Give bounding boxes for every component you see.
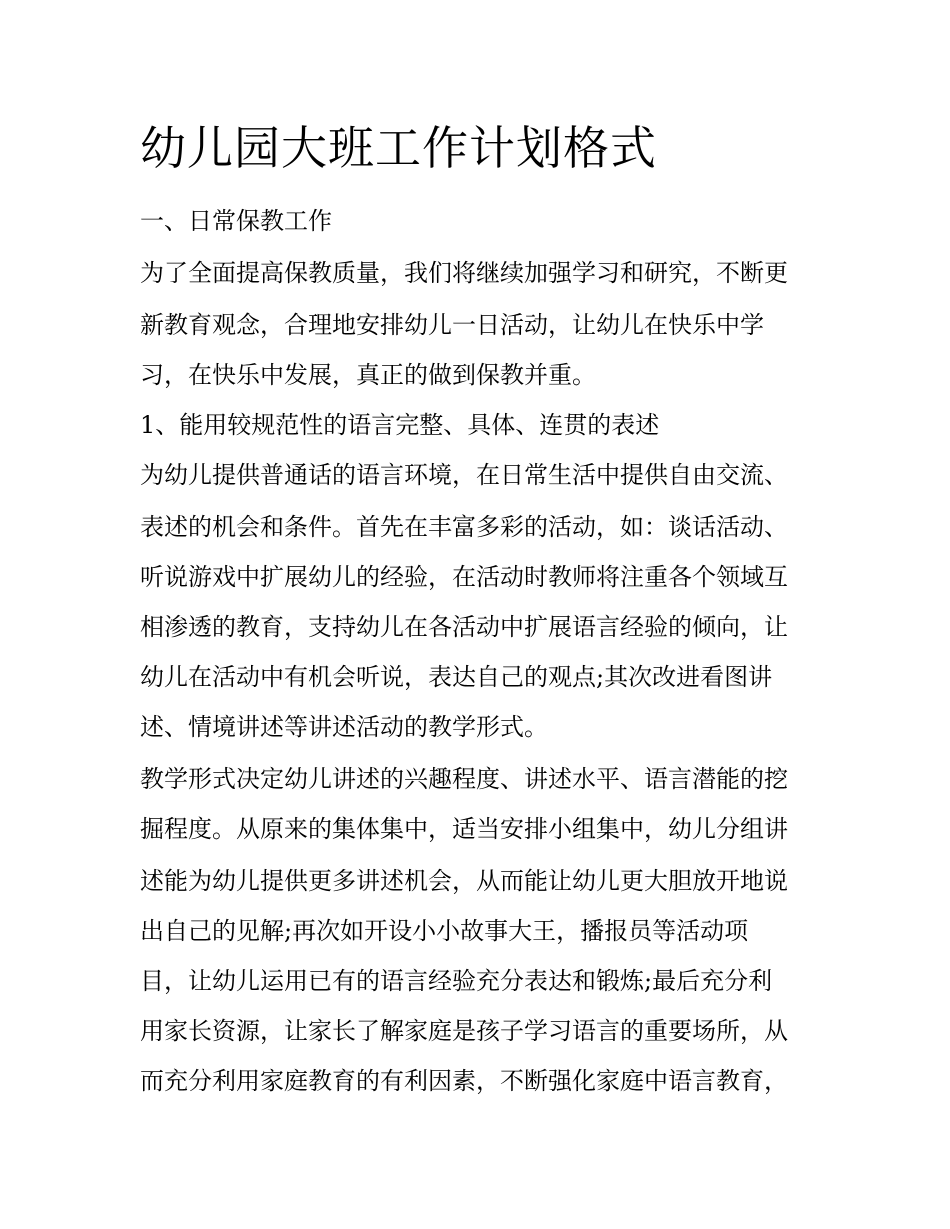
paragraph-line: 表述的机会和条件。首先在丰富多彩的活动，如：谈话活动、: [140, 513, 788, 541]
paragraph-line: 教学形式决定幼儿讲述的兴趣程度、讲述水平、语言潜能的挖: [140, 765, 788, 793]
paragraph-line: 相渗透的教育，支持幼儿在各活动中扩展语言经验的倾向，让: [140, 613, 788, 641]
paragraph-line: 出自己的见解;再次如开设小小故事大王，播报员等活动项: [140, 917, 749, 945]
paragraph-line: 习，在快乐中发展，真正的做到保教并重。: [140, 361, 596, 389]
paragraph-line: 幼儿在活动中有机会听说，表达自己的观点;其次改进看图讲: [140, 663, 773, 691]
paragraph-line: 为幼儿提供普通话的语言环境，在日常生活中提供自由交流、: [140, 461, 788, 489]
paragraph-line: 听说游戏中扩展幼儿的经验，在活动时教师将注重各个领域互: [140, 563, 788, 591]
paragraph-line: 述、情境讲述等讲述活动的教学形式。: [140, 713, 548, 741]
subheading-language-expression: 1、能用较规范性的语言完整、具体、连贯的表述: [140, 411, 660, 439]
document-title: 幼儿园大班工作计划格式: [140, 121, 657, 175]
paragraph-line: 目，让幼儿运用已有的语言经验充分表达和锻炼;最后充分利: [140, 967, 773, 995]
section-heading-daily-care: 一、日常保教工作: [140, 207, 332, 235]
paragraph-line: 述能为幼儿提供更多讲述机会，从而能让幼儿更大胆放开地说: [140, 867, 788, 895]
paragraph-line: 为了全面提高保教质量，我们将继续加强学习和研究，不断更: [140, 259, 788, 287]
paragraph-line: 掘程度。从原来的集体集中，适当安排小组集中，幼儿分组讲: [140, 815, 788, 843]
paragraph-line: 新教育观念，合理地安排幼儿一日活动，让幼儿在快乐中学: [140, 311, 764, 339]
paragraph-line: 用家长资源，让家长了解家庭是孩子学习语言的重要场所，从: [140, 1017, 788, 1045]
paragraph-line: 而充分利用家庭教育的有利因素，不断强化家庭中语言教育，: [140, 1067, 788, 1095]
